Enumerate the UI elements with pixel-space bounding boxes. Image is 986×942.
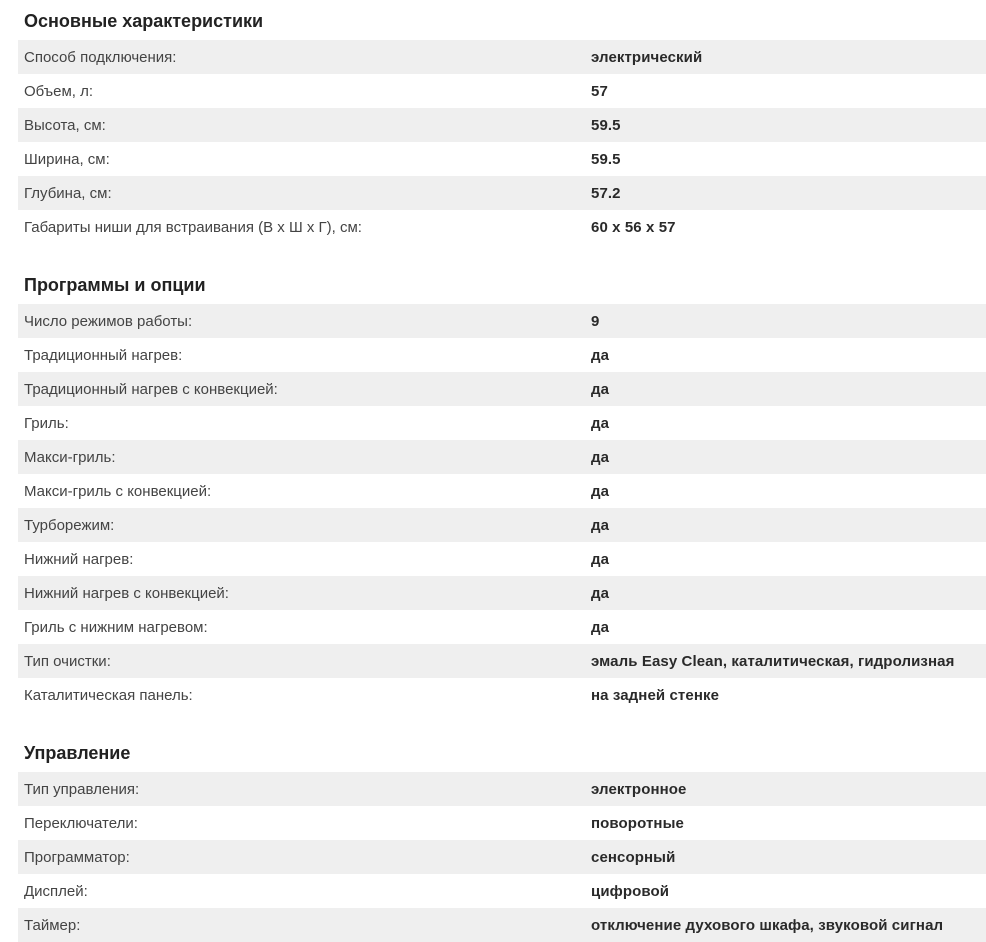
spec-value: да bbox=[591, 550, 610, 568]
spec-row bbox=[18, 576, 986, 610]
spec-label: Гриль с нижним нагревом: bbox=[24, 618, 208, 636]
spec-value: на задней стенке bbox=[591, 686, 720, 704]
spec-row bbox=[18, 806, 986, 840]
spec-value: цифровой bbox=[591, 882, 670, 900]
spec-row bbox=[18, 176, 986, 210]
spec-label: Тип управления: bbox=[24, 780, 140, 798]
spec-row bbox=[18, 40, 986, 74]
spec-value: да bbox=[591, 346, 610, 364]
spec-label: Ширина, см: bbox=[24, 150, 110, 168]
section-divider bbox=[0, 244, 986, 264]
spec-value: 59.5 bbox=[591, 150, 621, 168]
spec-value: да bbox=[591, 482, 610, 500]
spec-value: да bbox=[591, 448, 610, 466]
spec-label: Высота, см: bbox=[24, 116, 106, 134]
spec-label: Дисплей: bbox=[24, 882, 88, 900]
section-divider bbox=[0, 712, 986, 732]
section-main-characteristics bbox=[18, 0, 986, 244]
spec-label: Переключатели: bbox=[24, 814, 138, 832]
spec-row bbox=[18, 474, 986, 508]
spec-row bbox=[18, 304, 986, 338]
spec-row bbox=[18, 542, 986, 576]
section-title: Программы и опции bbox=[24, 275, 206, 295]
spec-label: Каталитическая панель: bbox=[24, 686, 193, 704]
spec-value: 57.2 bbox=[591, 184, 621, 202]
spec-label: Способ подключения: bbox=[24, 48, 177, 66]
spec-label: Габариты ниши для встраивания (В х Ш х Г), см: bbox=[24, 218, 362, 236]
spec-label: Макси-гриль: bbox=[24, 448, 116, 466]
section-programs-options bbox=[18, 264, 986, 712]
spec-value: 60 х 56 х 57 bbox=[591, 218, 676, 236]
spec-row bbox=[18, 108, 986, 142]
spec-row bbox=[18, 840, 986, 874]
spec-value: 59.5 bbox=[591, 116, 621, 134]
spec-row bbox=[18, 908, 986, 942]
spec-label: Традиционный нагрев: bbox=[24, 346, 183, 364]
spec-row bbox=[18, 874, 986, 908]
spec-row bbox=[18, 772, 986, 806]
spec-label: Нижний нагрев с конвекцией: bbox=[24, 584, 229, 602]
spec-label: Нижний нагрев: bbox=[24, 550, 134, 568]
spec-label: Гриль: bbox=[24, 414, 69, 432]
spec-row bbox=[18, 372, 986, 406]
spec-value: эмаль Easy Clean, каталитическая, гидролизная bbox=[591, 652, 955, 670]
spec-row bbox=[18, 74, 986, 108]
spec-value: электрический bbox=[591, 48, 703, 66]
spec-label: Глубина, см: bbox=[24, 184, 112, 202]
spec-label: Программатор: bbox=[24, 848, 130, 866]
spec-value: да bbox=[591, 584, 610, 602]
spec-row bbox=[18, 406, 986, 440]
spec-value: да bbox=[591, 414, 610, 432]
spec-row bbox=[18, 610, 986, 644]
spec-value: электронное bbox=[591, 780, 687, 798]
spec-label: Турборежим: bbox=[24, 516, 115, 534]
spec-label: Таймер: bbox=[24, 916, 81, 934]
spec-label: Число режимов работы: bbox=[24, 312, 193, 330]
spec-value: сенсорный bbox=[591, 848, 676, 866]
spec-value: да bbox=[591, 516, 610, 534]
spec-row bbox=[18, 644, 986, 678]
spec-value: 9 bbox=[591, 312, 600, 330]
spec-label: Макси-гриль с конвекцией: bbox=[24, 482, 212, 500]
spec-value: отключение духового шкафа, звуковой сигнал bbox=[591, 916, 944, 934]
spec-row bbox=[18, 508, 986, 542]
section-title: Основные характеристики bbox=[24, 11, 264, 31]
spec-row bbox=[18, 678, 986, 712]
spec-label: Традиционный нагрев с конвекцией: bbox=[24, 380, 278, 398]
spec-value: да bbox=[591, 618, 610, 636]
section-controls bbox=[18, 732, 986, 942]
spec-row bbox=[18, 338, 986, 372]
spec-label: Тип очистки: bbox=[24, 652, 111, 670]
spec-value: да bbox=[591, 380, 610, 398]
spec-row bbox=[18, 210, 986, 244]
spec-row bbox=[18, 440, 986, 474]
spec-row bbox=[18, 142, 986, 176]
spec-value: 57 bbox=[591, 82, 608, 100]
section-title: Управление bbox=[24, 743, 131, 763]
spec-label: Объем, л: bbox=[24, 82, 94, 100]
spec-value: поворотные bbox=[591, 814, 684, 832]
